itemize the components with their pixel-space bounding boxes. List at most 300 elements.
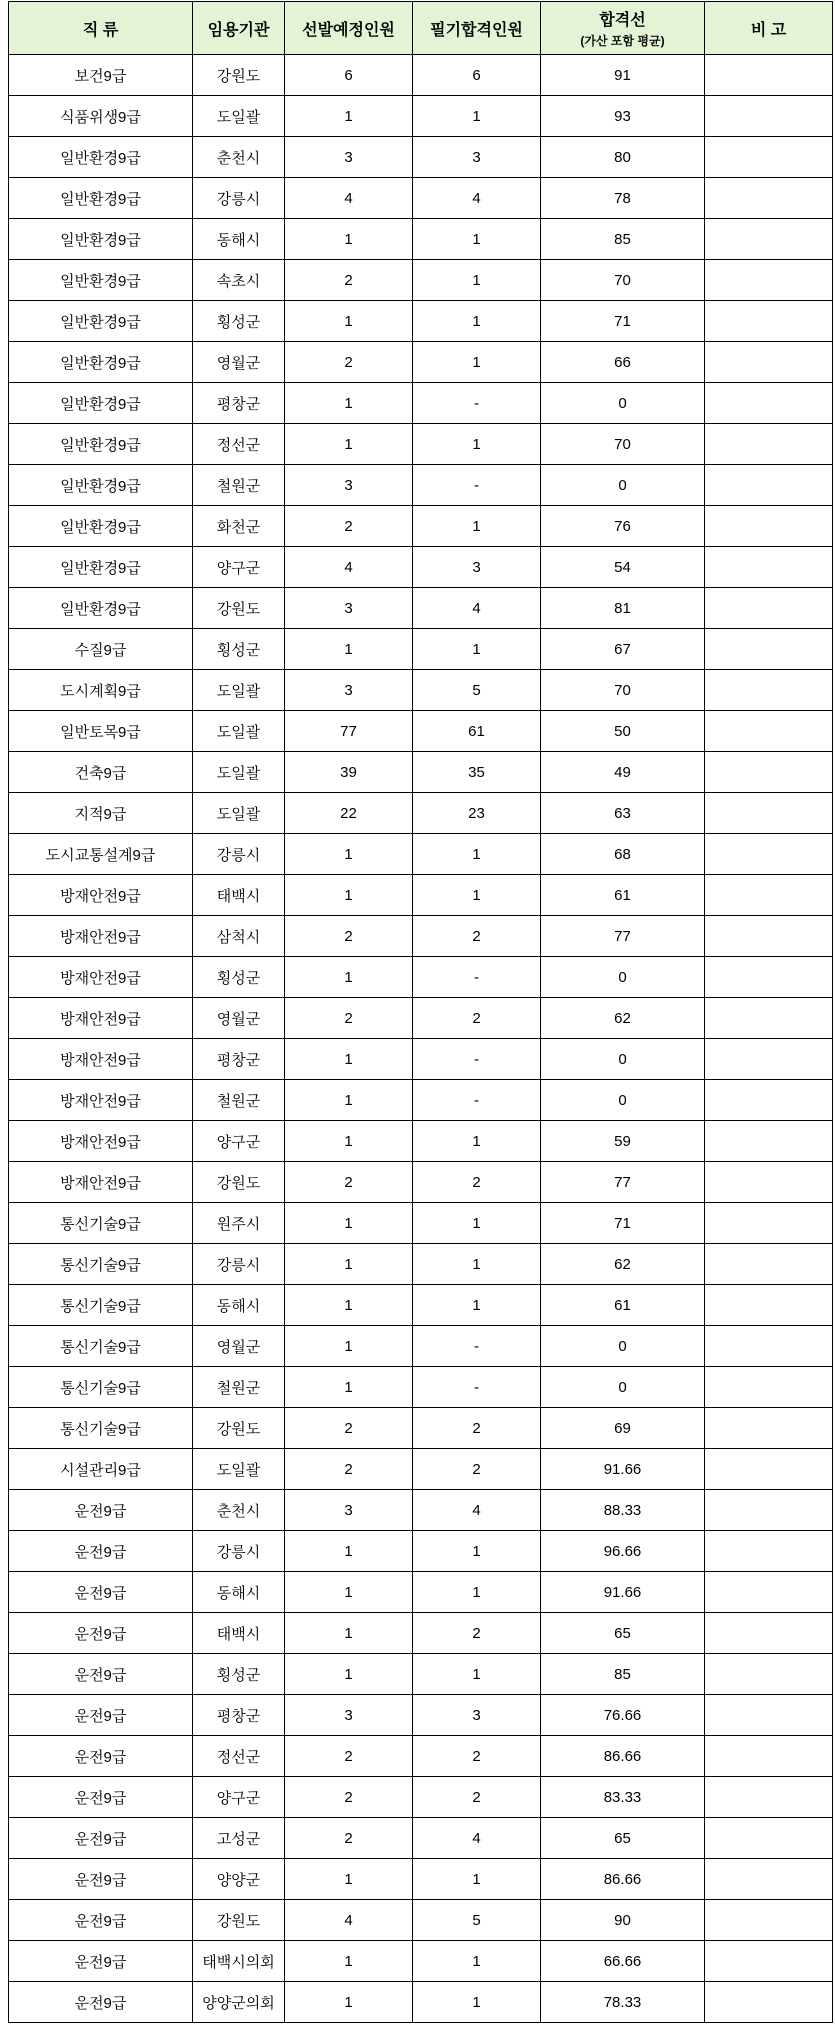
cell-job-type: 운전9급 [9, 1941, 193, 1982]
cell-passed: 23 [413, 793, 541, 834]
cell-passed: - [413, 1039, 541, 1080]
cell-planned: 2 [285, 916, 413, 957]
table-row [9, 1285, 833, 1326]
cell-planned: 3 [285, 465, 413, 506]
cell-passed: 1 [413, 301, 541, 342]
cell-planned: 3 [285, 1695, 413, 1736]
cell-job-type: 운전9급 [9, 1531, 193, 1572]
cell-job-type: 운전9급 [9, 1777, 193, 1818]
cell-cutoff: 65 [541, 1818, 705, 1859]
cell-remarks [705, 711, 833, 752]
cell-planned: 22 [285, 793, 413, 834]
cell-cutoff: 86.66 [541, 1859, 705, 1900]
cell-cutoff: 77 [541, 916, 705, 957]
cell-remarks [705, 301, 833, 342]
cell-cutoff: 76.66 [541, 1695, 705, 1736]
cell-cutoff: 0 [541, 1367, 705, 1408]
table-row [9, 55, 833, 96]
header-cutoff-label: 합격선 [599, 12, 646, 29]
cell-agency: 철원군 [193, 465, 285, 506]
cell-cutoff: 61 [541, 875, 705, 916]
cell-remarks [705, 1039, 833, 1080]
cell-job-type: 통신기술9급 [9, 1408, 193, 1449]
cell-cutoff: 81 [541, 588, 705, 629]
table-row [9, 219, 833, 260]
cell-agency: 강릉시 [193, 178, 285, 219]
cell-agency: 춘천시 [193, 137, 285, 178]
cell-passed: 3 [413, 1695, 541, 1736]
cell-passed: 1 [413, 342, 541, 383]
cell-agency: 정선군 [193, 1736, 285, 1777]
cell-planned: 2 [285, 342, 413, 383]
table-body [9, 55, 833, 2023]
cell-cutoff: 70 [541, 670, 705, 711]
cell-cutoff: 0 [541, 1039, 705, 1080]
cell-planned: 1 [285, 1121, 413, 1162]
cell-remarks [705, 670, 833, 711]
cell-planned: 1 [285, 424, 413, 465]
table-row [9, 1941, 833, 1982]
cell-remarks [705, 96, 833, 137]
cell-job-type: 일반환경9급 [9, 465, 193, 506]
cell-job-type: 운전9급 [9, 1613, 193, 1654]
cell-cutoff: 54 [541, 547, 705, 588]
cell-passed: 6 [413, 55, 541, 96]
cell-planned: 2 [285, 506, 413, 547]
cell-job-type: 일반환경9급 [9, 219, 193, 260]
cell-planned: 2 [285, 1162, 413, 1203]
cell-cutoff: 49 [541, 752, 705, 793]
cell-planned: 1 [285, 219, 413, 260]
cell-agency: 양양군 [193, 1859, 285, 1900]
cell-job-type: 일반환경9급 [9, 547, 193, 588]
cell-planned: 1 [285, 1326, 413, 1367]
cell-job-type: 일반환경9급 [9, 260, 193, 301]
cell-remarks [705, 1531, 833, 1572]
cell-agency: 도일괄 [193, 96, 285, 137]
cell-passed: 3 [413, 137, 541, 178]
cell-passed: - [413, 1367, 541, 1408]
cell-remarks [705, 957, 833, 998]
cell-passed: - [413, 957, 541, 998]
cell-remarks [705, 1818, 833, 1859]
cell-cutoff: 88.33 [541, 1490, 705, 1531]
cell-agency: 평창군 [193, 1695, 285, 1736]
cell-job-type: 일반환경9급 [9, 506, 193, 547]
cell-job-type: 일반토목9급 [9, 711, 193, 752]
cell-agency: 정선군 [193, 424, 285, 465]
cell-cutoff: 80 [541, 137, 705, 178]
cell-job-type: 방재안전9급 [9, 1121, 193, 1162]
cell-remarks [705, 1367, 833, 1408]
cell-agency: 도일괄 [193, 711, 285, 752]
cell-agency: 강원도 [193, 588, 285, 629]
cell-planned: 2 [285, 1818, 413, 1859]
cell-planned: 2 [285, 260, 413, 301]
cell-job-type: 보건9급 [9, 55, 193, 96]
cell-remarks [705, 998, 833, 1039]
cell-job-type: 운전9급 [9, 1736, 193, 1777]
cell-cutoff: 69 [541, 1408, 705, 1449]
table-row [9, 916, 833, 957]
cell-job-type: 방재안전9급 [9, 1080, 193, 1121]
cell-job-type: 일반환경9급 [9, 137, 193, 178]
cell-remarks [705, 1490, 833, 1531]
cell-job-type: 지적9급 [9, 793, 193, 834]
cell-passed: - [413, 1080, 541, 1121]
cell-planned: 4 [285, 1900, 413, 1941]
table-row [9, 1367, 833, 1408]
table-row [9, 383, 833, 424]
table-row [9, 752, 833, 793]
cell-remarks [705, 342, 833, 383]
cell-cutoff: 91.66 [541, 1572, 705, 1613]
cell-cutoff: 90 [541, 1900, 705, 1941]
cell-planned: 1 [285, 301, 413, 342]
cell-planned: 1 [285, 1080, 413, 1121]
cell-job-type: 도시교통설계9급 [9, 834, 193, 875]
cell-passed: 4 [413, 178, 541, 219]
cell-cutoff: 85 [541, 219, 705, 260]
table-row [9, 301, 833, 342]
cell-job-type: 수질9급 [9, 629, 193, 670]
cell-planned: 1 [285, 1654, 413, 1695]
cell-passed: 1 [413, 424, 541, 465]
cell-cutoff: 91.66 [541, 1449, 705, 1490]
cell-remarks [705, 629, 833, 670]
header-passed: 필기합격인원 [413, 2, 541, 55]
cell-agency: 횡성군 [193, 957, 285, 998]
cell-job-type: 운전9급 [9, 1900, 193, 1941]
cell-cutoff: 61 [541, 1285, 705, 1326]
cell-agency: 화천군 [193, 506, 285, 547]
cell-agency: 강릉시 [193, 1531, 285, 1572]
cell-agency: 도일괄 [193, 793, 285, 834]
cell-agency: 고성군 [193, 1818, 285, 1859]
cell-passed: 2 [413, 998, 541, 1039]
table-row [9, 1203, 833, 1244]
table-row [9, 137, 833, 178]
cell-agency: 강원도 [193, 1408, 285, 1449]
cell-remarks [705, 1449, 833, 1490]
cell-remarks [705, 1572, 833, 1613]
cell-agency: 삼척시 [193, 916, 285, 957]
table-row [9, 1695, 833, 1736]
cell-remarks [705, 834, 833, 875]
cell-remarks [705, 506, 833, 547]
cell-agency: 양양군의회 [193, 1982, 285, 2023]
table-row [9, 793, 833, 834]
cell-planned: 1 [285, 1613, 413, 1654]
cell-passed: 5 [413, 670, 541, 711]
cell-cutoff: 50 [541, 711, 705, 752]
cell-passed: 1 [413, 1859, 541, 1900]
cell-passed: 1 [413, 1941, 541, 1982]
cell-job-type: 일반환경9급 [9, 301, 193, 342]
cell-cutoff: 71 [541, 1203, 705, 1244]
cell-planned: 1 [285, 383, 413, 424]
cell-agency: 도일괄 [193, 670, 285, 711]
cell-agency: 강원도 [193, 55, 285, 96]
cell-planned: 1 [285, 1572, 413, 1613]
cell-remarks [705, 1654, 833, 1695]
cell-agency: 동해시 [193, 1572, 285, 1613]
cell-job-type: 운전9급 [9, 1818, 193, 1859]
cell-cutoff: 0 [541, 465, 705, 506]
cell-job-type: 일반환경9급 [9, 342, 193, 383]
table-row [9, 547, 833, 588]
cell-agency: 원주시 [193, 1203, 285, 1244]
cell-planned: 2 [285, 1736, 413, 1777]
table-row [9, 1572, 833, 1613]
cell-job-type: 일반환경9급 [9, 588, 193, 629]
cell-planned: 1 [285, 1941, 413, 1982]
cell-remarks [705, 1244, 833, 1285]
header-row [9, 2, 833, 55]
cell-cutoff: 0 [541, 957, 705, 998]
cell-planned: 1 [285, 1244, 413, 1285]
cell-agency: 양구군 [193, 1777, 285, 1818]
table-header [9, 2, 833, 55]
cell-planned: 2 [285, 1777, 413, 1818]
cell-planned: 1 [285, 1859, 413, 1900]
cell-remarks [705, 1941, 833, 1982]
table-row [9, 1408, 833, 1449]
cell-agency: 평창군 [193, 1039, 285, 1080]
table-row [9, 1613, 833, 1654]
cell-passed: 1 [413, 1244, 541, 1285]
cell-passed: - [413, 1326, 541, 1367]
cell-passed: 1 [413, 834, 541, 875]
table-row [9, 1326, 833, 1367]
cell-planned: 1 [285, 834, 413, 875]
cell-passed: 5 [413, 1900, 541, 1941]
cell-remarks [705, 137, 833, 178]
cell-agency: 동해시 [193, 219, 285, 260]
cell-cutoff: 77 [541, 1162, 705, 1203]
cell-remarks [705, 1285, 833, 1326]
table-row [9, 1654, 833, 1695]
cell-passed: 4 [413, 1818, 541, 1859]
cell-job-type: 운전9급 [9, 1490, 193, 1531]
cell-agency: 태백시 [193, 1613, 285, 1654]
cell-passed: 2 [413, 1449, 541, 1490]
table-row [9, 506, 833, 547]
table-row [9, 1900, 833, 1941]
cell-job-type: 일반환경9급 [9, 383, 193, 424]
cell-cutoff: 86.66 [541, 1736, 705, 1777]
cell-cutoff: 96.66 [541, 1531, 705, 1572]
cell-agency: 양구군 [193, 547, 285, 588]
cell-job-type: 건축9급 [9, 752, 193, 793]
cell-agency: 도일괄 [193, 1449, 285, 1490]
cell-agency: 도일괄 [193, 752, 285, 793]
table-row [9, 1777, 833, 1818]
table-row [9, 1736, 833, 1777]
cell-agency: 횡성군 [193, 1654, 285, 1695]
cell-remarks [705, 424, 833, 465]
cell-remarks [705, 1203, 833, 1244]
cell-passed: 2 [413, 1777, 541, 1818]
cell-cutoff: 67 [541, 629, 705, 670]
table-row [9, 998, 833, 1039]
cell-agency: 영월군 [193, 342, 285, 383]
cell-cutoff: 91 [541, 55, 705, 96]
cell-cutoff: 78.33 [541, 1982, 705, 2023]
cell-planned: 2 [285, 1449, 413, 1490]
cell-passed: 1 [413, 629, 541, 670]
table-row [9, 957, 833, 998]
cell-job-type: 운전9급 [9, 1982, 193, 2023]
cell-passed: - [413, 383, 541, 424]
cell-cutoff: 63 [541, 793, 705, 834]
table-row [9, 178, 833, 219]
cell-remarks [705, 547, 833, 588]
cell-cutoff: 66 [541, 342, 705, 383]
cell-job-type: 통신기술9급 [9, 1367, 193, 1408]
header-cutoff-note: (가산 포함 평균) [580, 34, 665, 48]
cell-remarks [705, 1695, 833, 1736]
cell-cutoff: 0 [541, 1326, 705, 1367]
cell-passed: 2 [413, 1613, 541, 1654]
cell-passed: 1 [413, 875, 541, 916]
table-row [9, 342, 833, 383]
cell-planned: 3 [285, 588, 413, 629]
table-row [9, 1162, 833, 1203]
cell-job-type: 방재안전9급 [9, 1039, 193, 1080]
table-row [9, 1982, 833, 2023]
table-row [9, 834, 833, 875]
cell-remarks [705, 1121, 833, 1162]
table-row [9, 711, 833, 752]
cell-passed: 1 [413, 506, 541, 547]
cell-passed: - [413, 465, 541, 506]
header-cutoff [541, 2, 705, 55]
cell-planned: 4 [285, 178, 413, 219]
cell-planned: 3 [285, 137, 413, 178]
cell-agency: 양구군 [193, 1121, 285, 1162]
table-row [9, 96, 833, 137]
cell-passed: 3 [413, 547, 541, 588]
cell-job-type: 방재안전9급 [9, 875, 193, 916]
cell-cutoff: 70 [541, 260, 705, 301]
cell-planned: 1 [285, 875, 413, 916]
cell-job-type: 도시계획9급 [9, 670, 193, 711]
cell-remarks [705, 219, 833, 260]
cell-cutoff: 62 [541, 998, 705, 1039]
table-row [9, 260, 833, 301]
cell-agency: 태백시의회 [193, 1941, 285, 1982]
cell-passed: 4 [413, 588, 541, 629]
cell-remarks [705, 793, 833, 834]
cell-cutoff: 62 [541, 1244, 705, 1285]
table-row [9, 1449, 833, 1490]
cell-remarks [705, 1613, 833, 1654]
cell-passed: 2 [413, 1162, 541, 1203]
header-agency: 임용기관 [193, 2, 285, 55]
table-row [9, 670, 833, 711]
cell-planned: 6 [285, 55, 413, 96]
cell-planned: 3 [285, 670, 413, 711]
cell-passed: 1 [413, 1982, 541, 2023]
cell-remarks [705, 1777, 833, 1818]
cell-job-type: 방재안전9급 [9, 1162, 193, 1203]
cell-planned: 1 [285, 1531, 413, 1572]
cell-remarks [705, 1736, 833, 1777]
cell-remarks [705, 588, 833, 629]
table-row [9, 465, 833, 506]
cell-passed: 1 [413, 260, 541, 301]
cell-cutoff: 0 [541, 383, 705, 424]
cell-agency: 영월군 [193, 998, 285, 1039]
cell-passed: 1 [413, 1121, 541, 1162]
cell-agency: 강원도 [193, 1162, 285, 1203]
cell-job-type: 식품위생9급 [9, 96, 193, 137]
cell-passed: 1 [413, 96, 541, 137]
cell-agency: 철원군 [193, 1367, 285, 1408]
header-job-type: 직 류 [9, 2, 193, 55]
cell-planned: 1 [285, 629, 413, 670]
cell-planned: 1 [285, 96, 413, 137]
cell-remarks [705, 1080, 833, 1121]
cell-remarks [705, 178, 833, 219]
cell-job-type: 운전9급 [9, 1859, 193, 1900]
cell-passed: 2 [413, 916, 541, 957]
cell-agency: 횡성군 [193, 301, 285, 342]
cell-job-type: 방재안전9급 [9, 998, 193, 1039]
cell-job-type: 일반환경9급 [9, 178, 193, 219]
cell-agency: 태백시 [193, 875, 285, 916]
table-row [9, 629, 833, 670]
cell-job-type: 운전9급 [9, 1695, 193, 1736]
cell-passed: 2 [413, 1408, 541, 1449]
cell-passed: 1 [413, 1572, 541, 1613]
cell-passed: 61 [413, 711, 541, 752]
cell-planned: 1 [285, 1367, 413, 1408]
cell-planned: 1 [285, 957, 413, 998]
cell-cutoff: 59 [541, 1121, 705, 1162]
cell-job-type: 시설관리9급 [9, 1449, 193, 1490]
cell-job-type: 방재안전9급 [9, 916, 193, 957]
cell-remarks [705, 1859, 833, 1900]
table-row [9, 1121, 833, 1162]
cell-agency: 철원군 [193, 1080, 285, 1121]
cell-cutoff: 0 [541, 1080, 705, 1121]
cell-passed: 2 [413, 1736, 541, 1777]
header-remarks: 비 고 [705, 2, 833, 55]
cell-cutoff: 85 [541, 1654, 705, 1695]
cell-agency: 강릉시 [193, 834, 285, 875]
cell-passed: 1 [413, 1654, 541, 1695]
cell-job-type: 운전9급 [9, 1572, 193, 1613]
cell-remarks [705, 752, 833, 793]
cell-agency: 강원도 [193, 1900, 285, 1941]
cell-planned: 1 [285, 1285, 413, 1326]
cell-cutoff: 93 [541, 96, 705, 137]
cell-planned: 1 [285, 1203, 413, 1244]
cell-cutoff: 66.66 [541, 1941, 705, 1982]
cell-passed: 1 [413, 1285, 541, 1326]
cell-agency: 평창군 [193, 383, 285, 424]
cell-cutoff: 65 [541, 1613, 705, 1654]
cell-job-type: 통신기술9급 [9, 1244, 193, 1285]
cell-passed: 1 [413, 1531, 541, 1572]
cell-remarks [705, 1982, 833, 2023]
table-row [9, 588, 833, 629]
cell-job-type: 일반환경9급 [9, 424, 193, 465]
table-row [9, 1531, 833, 1572]
cell-agency: 춘천시 [193, 1490, 285, 1531]
